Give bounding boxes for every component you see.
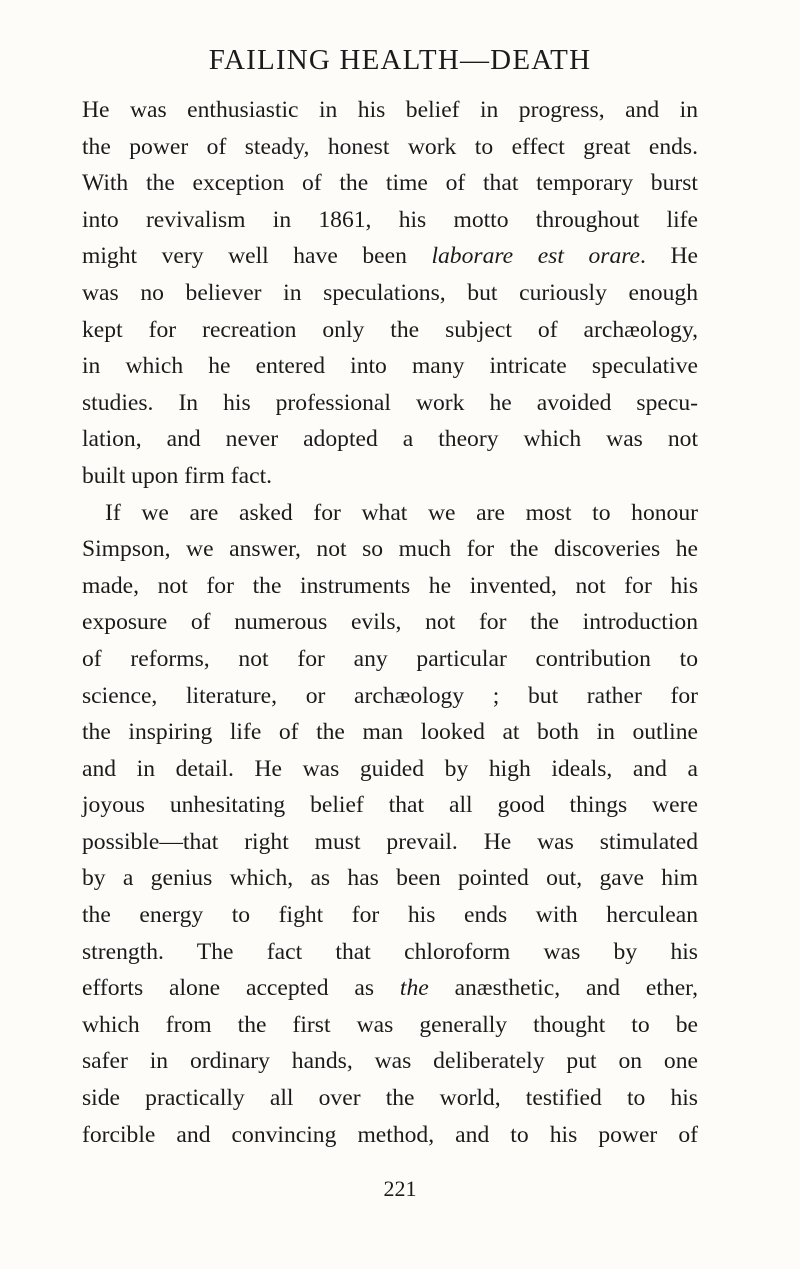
text-line: Simpson, we answer, not so much for the discoveries he [82,536,698,563]
text-line: possible—that right must prevail. He was stimulated [82,828,698,855]
text-line: might very well have been laborare est orare. He [82,243,698,270]
paragraph-2 [82,495,698,1154]
page-number: 221 [383,1176,417,1201]
text-line: efforts alone accepted as the anæsthetic, and ether, [82,975,698,1002]
body-text [82,92,698,1153]
running-head: FAILING HEALTH—DEATH [208,44,592,76]
text-line: the energy to fight for his ends with herculean [82,902,698,929]
text-line: by a genius which, as has been pointed out, gave him [82,865,698,892]
text-line: safer in ordinary hands, was deliberately put on one [82,1048,698,1075]
text-line: into revivalism in 1861, his motto throughout life [82,206,698,233]
text-line: was no believer in speculations, but curiously enough [82,279,698,306]
text-line: which from the first was generally thought to be [82,1011,698,1038]
text-line: If we are asked for what we are most to honour [105,499,698,526]
text-line: the inspiring life of the man looked at both in outline [82,719,698,746]
text-line: of reforms, not for any particular contribution to [82,645,698,672]
text-line: kept for recreation only the subject of archæology, [82,316,698,343]
text-line: joyous unhesitating belief that all good things were [82,792,698,819]
text-line: strength. The fact that chloroform was by his [82,938,698,965]
text-line: He was enthusiastic in his belief in progress, and in [82,97,698,123]
text-line: built upon firm fact. [82,462,273,489]
text-line: the power of steady, honest work to effect great ends. [82,133,698,160]
text-line: lation, and never adopted a theory which was not [82,426,698,453]
text-line: With the exception of the time of that temporary burst [82,170,698,197]
text-line: made, not for the instruments he invented, not for his [82,572,698,599]
text-line: side practically all over the world, testified to his [82,1085,698,1112]
text-line: studies. In his professional work he avoided specu- [82,389,698,416]
text-line: exposure of numerous evils, not for the introduction [82,609,698,636]
text-line: and in detail. He was guided by high ideals, and a [82,755,698,782]
text-line: in which he entered into many intricate speculative [82,353,698,380]
text-line: forcible and convincing method, and to his power of [82,1121,698,1148]
text-line: science, literature, or archæology ; but rather for [82,682,698,709]
paragraph-1 [82,92,698,495]
